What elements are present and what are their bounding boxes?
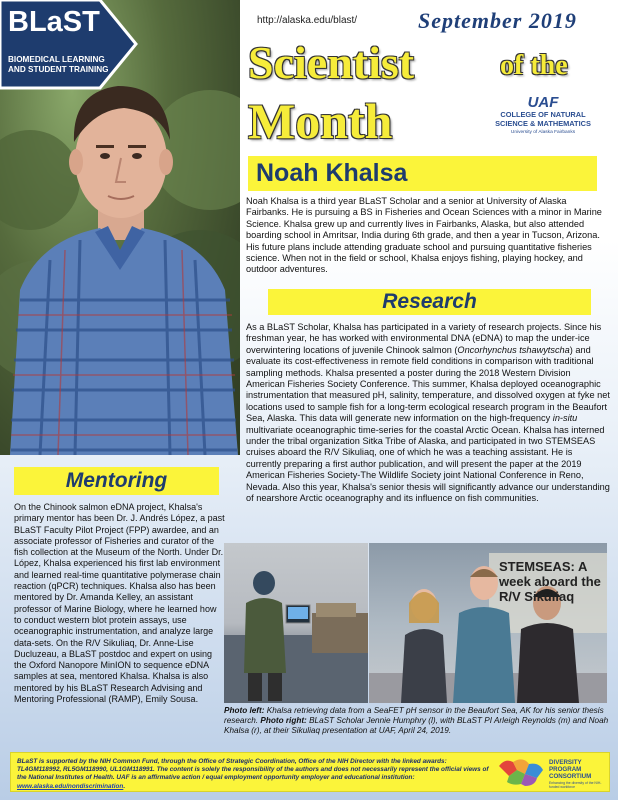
footer-bar (10, 752, 610, 792)
nondiscrimination-link[interactable]: www.alaska.edu/nondiscrimination (17, 782, 124, 790)
uaf-college-line1: COLLEGE OF NATURAL (500, 110, 586, 119)
dpc-map-icon (495, 756, 547, 790)
field-scene-illustration (224, 543, 368, 703)
title-month: Month (248, 93, 393, 149)
mentoring-text: On the Chinook salmon eDNA project, Khalsa's primary mentor has been Dr. J. Andrés López, a past BLaST Faculty Pilot Project (FPP) awardee, and an associate professor of Fisheries and curator of the fish collection at the Museum of the North. Under Dr. López, Khalsa experienced his first lab environment and learned real-time quantitative polymerase chain reaction (qPCR) techniques. Khalsa also has been mentored by Dr. Amanda Kelley, an assistant professor of Marine Biology, where he learned how to conduct western blot protein assays, use oceanographic instrumentation, and analyze large data-sets. On the R/V Sikuliaq, Dr. Anne-Lise Ducluzeau, a BLaST postdoc and expert on using the Oxford Nanopore MinION to sequence eDNA samples at sea, mentored Khalsa. Khalsa is also mentored by his BLaST Research Advising and Mentoring Professional (RAMP), Emily Sousa. (14, 502, 225, 705)
dpc-line2: PROGRAM (549, 766, 582, 774)
blast-logo (0, 0, 140, 92)
photo-caption (224, 706, 614, 737)
mentoring-heading: Mentoring (14, 467, 219, 495)
photo-right-group (369, 543, 607, 703)
stemseas-banner-text: STEMSEAS: A week aboard the R/V Sikuliaq (499, 559, 601, 604)
scientist-portrait (0, 0, 240, 455)
research-heading: Research (268, 289, 591, 315)
funding-note (17, 758, 491, 791)
scientist-bio: Noah Khalsa is a third year BLaST Scholar and a senior at University of Alaska Fairbanks. He is pursuing a BS in Fisheries and Ocean Sciences with a minor in Marine Science. Khalsa grew up and currently lives in Fairbanks, Alaska, but also attended boarding school in Amritsar, India during 6th grade, and then a year in Tucson, Arizona. His future plans include attending graduate school and pursuing quantitative fisheries science. When not in the field or school, Khalsa enjoys fishing, playing hockey, and outdoor adventures. (246, 196, 602, 275)
photo-left-field (224, 543, 368, 703)
caption-left-label: Photo left: (224, 706, 265, 715)
uaf-university: University of Alaska Fairbanks (510, 130, 576, 135)
uaf-college-line2: SCIENCE & MATHEMATICS (495, 118, 591, 128)
dpc-line3: CONSORTIUM (549, 773, 592, 781)
title-scientist: Scientist (248, 37, 415, 88)
caption-right-label: Photo right: (260, 716, 307, 726)
uaf-logo (478, 94, 608, 146)
dpc-line1: DIVERSITY (549, 759, 582, 766)
website-url[interactable]: http://alaska.edu/blast/ (257, 15, 358, 26)
dpc-tagline: Enhancing the diversity of the NIH-funded workforce (549, 780, 602, 789)
uaf-mark: UAF (527, 94, 559, 111)
blast-logo-tagline: BIOMEDICAL LEARNING AND STUDENT TRAINING (8, 55, 109, 74)
scientist-name-banner: Noah Khalsa (248, 156, 597, 191)
funding-note-end: . (123, 782, 126, 790)
caption-left-text: Khalsa retrieving data from a SeaFET pH sensor in the Beaufort Sea, AK for his senior thesis research. (224, 706, 604, 726)
funding-note-text: BLaST is supported by the NIH Common Fund, through the Office of Strategic Coordination, Office of the NIH Director with the linked awards: TL4GM118992, RL5GM118990, UL1GM118991. The content is solely the responsibility of the authors and does not necessarily represent the official views of the National Institutes of Health. UAF is an affirmative action / equal employment opportunity employer and educational institution: (17, 758, 489, 782)
blast-logo-name: BLaST (8, 6, 100, 38)
research-text (246, 322, 610, 505)
title-of-the: of the (500, 50, 568, 81)
research-text-part3: multivariate oceanographic time-series for the coastal Arctic Ocean. Khalsa has interned under the tribal organization Sitka Tribe of Alaska, and participated in two STEMSEAS cruises aboard the R/V Sikuliaq, one of which he was a teaching assistant. He is currently preparing a first author publication, and will present the paper at the 2019 American Fisheries Society-The Wildlife Society joint National Conference in Reno, Nevada. Also this year, Khalsa's senior thesis will significantly advance our understanding of nearshore Arctic oceanography and its influence on fish communities. (246, 424, 610, 504)
insitu-term: in-situ (552, 413, 578, 424)
research-text-part2: ) and evaluate its cost-effectiveness in remote field conditions in comparison with traditional sampling methods. Khalsa presented a poster during the 2018 Western Division American Fisheries Society Conference. This summer, Khalsa deployed oceanographic instrumentation that measured pH, salinity, temperature, and dissolved oxygen at fyke net locations used to sample fish for a long-term ecological research program in the Beaufort Sea, Alaska. This data will generate new information on the high-frequency (246, 344, 610, 424)
caption-right-text: BLaST Scholar Jennie Humphry (l), with BLaST PI Arleigh Reynolds (m) and Noah Khalsa (r), at their Sikuliaq presentation at UAF, April 24, 2019. (224, 716, 609, 736)
issue-date: September 2019 (418, 8, 577, 33)
research-text-part1: As a BLaST Scholar, Khalsa has participated in a variety of research projects. Since his freshman year, he has worked with environmental DNA (eDNA) to map the under-ice overwintering locations of juvenile Chinook salmon ( (246, 322, 602, 355)
dpc-name (549, 759, 609, 789)
species-name: Oncorhynchus tshawytscha (457, 344, 570, 355)
